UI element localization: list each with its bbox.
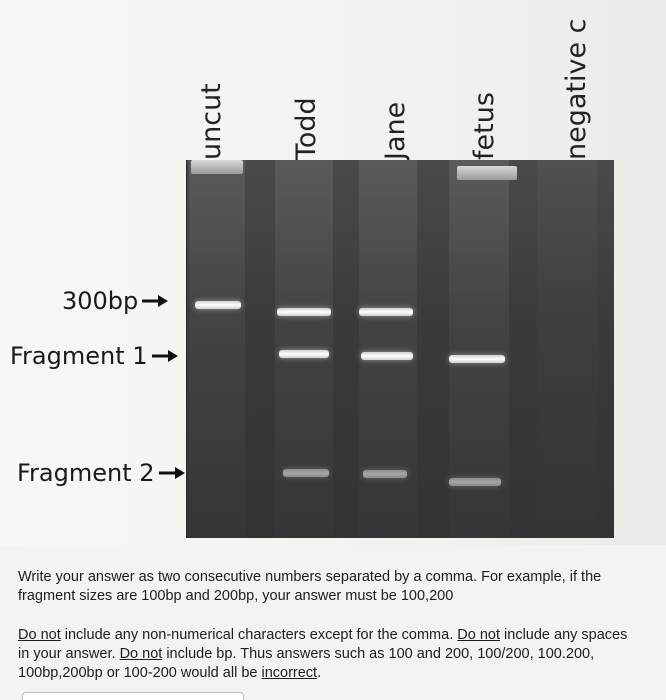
band-todd-fragment-1 <box>279 350 329 358</box>
marker-fragment-2 <box>17 459 185 487</box>
marker-fragment-1 <box>10 342 178 370</box>
gel-lane-negative-control <box>537 160 597 538</box>
marker-300bp-label: 300bp <box>62 287 139 315</box>
emphasis-incorrect: incorrect <box>261 665 318 681</box>
instruction-paragraph-1: Write your answer as two consecutive numbers separated by a comma. For example, if the fragment sizes are 100bp and 200bp, your answer must be 100,200 <box>18 569 602 604</box>
instruction-paragraph-2 <box>18 626 638 683</box>
arrow-right-icon <box>142 294 168 308</box>
band-uncut-300bp <box>195 301 241 309</box>
lane-label-jane: Jane <box>380 101 411 160</box>
band-todd-300bp <box>277 308 331 316</box>
band-jane-fragment-2 <box>363 470 407 478</box>
lane-label-fetus: fetus <box>469 92 500 160</box>
gel-lane-todd <box>275 160 333 538</box>
arrow-right-icon <box>159 466 185 480</box>
emphasis-do-not: Do not <box>119 646 163 662</box>
emphasis-do-not: Do not <box>457 627 500 643</box>
gel-image <box>186 160 614 538</box>
text-segment: include bp. Thus answers such as 100 and 200, 100/200, 100.200, 100bp,200bp or 100-200 would all be <box>18 646 595 681</box>
answer-input[interactable] <box>22 692 244 700</box>
marker-fragment-1-label: Fragment 1 <box>10 342 148 370</box>
marker-300bp <box>62 287 168 315</box>
text-segment: . <box>317 665 322 681</box>
lane-label-uncut: uncut <box>196 83 227 160</box>
text-segment: include any non-numerical characters except for the comma. <box>60 627 458 643</box>
band-todd-fragment-2 <box>283 469 329 477</box>
lane-label-todd: Todd <box>291 97 322 160</box>
lane-label-negative-control: negative c <box>561 18 592 160</box>
well-uncut <box>191 160 243 174</box>
gel-lane-uncut <box>189 160 245 538</box>
band-jane-300bp <box>359 308 413 316</box>
band-jane-fragment-1 <box>361 352 413 360</box>
well-fetus <box>457 166 517 180</box>
gel-lane-jane <box>359 160 417 538</box>
band-fetus-fragment-1 <box>449 355 505 363</box>
emphasis-do-not: Do not <box>18 627 61 643</box>
band-fetus-fragment-2 <box>449 478 501 486</box>
text-segment: include any spaces in your answer. <box>18 627 628 662</box>
arrow-right-icon <box>152 349 178 363</box>
marker-fragment-2-label: Fragment 2 <box>17 459 155 487</box>
